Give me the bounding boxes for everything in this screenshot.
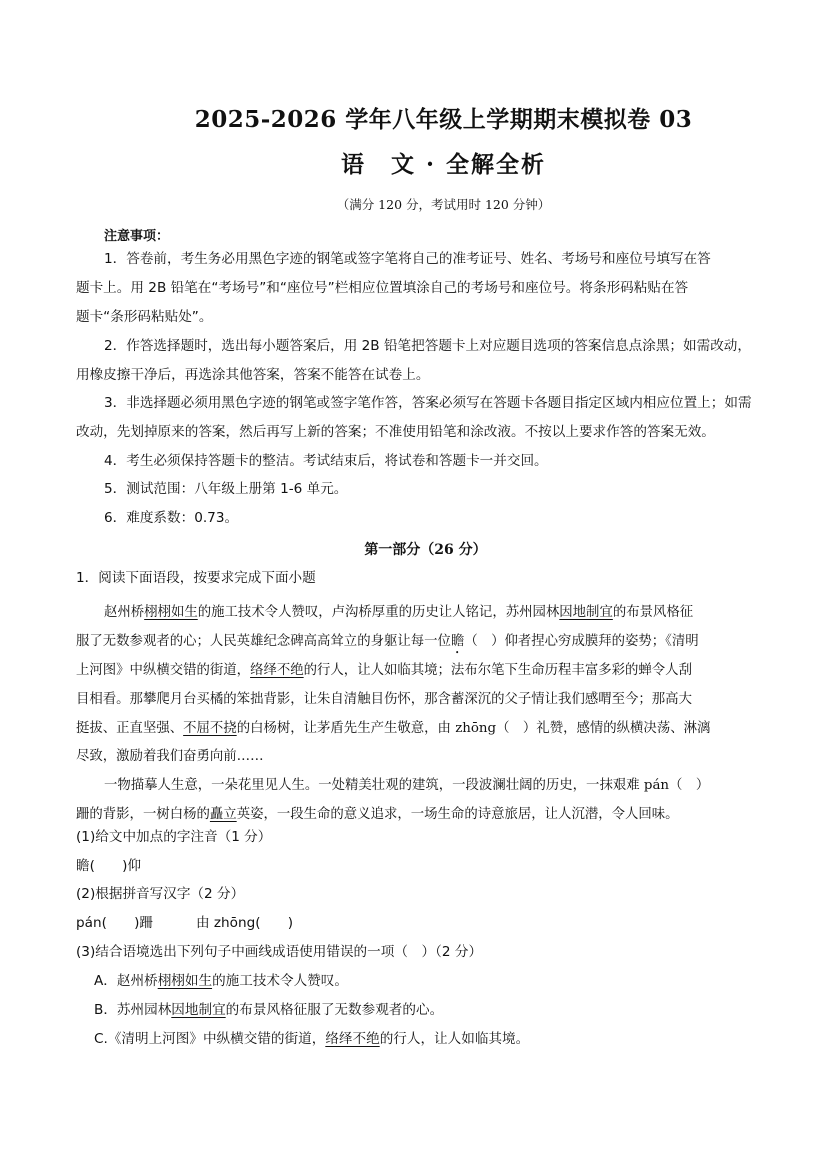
note-line: 6．难度系数：0.73。 xyxy=(104,510,239,526)
dotted-character: 瞻 xyxy=(450,634,465,649)
option-a: A．赵州桥栩栩如生的施工技术令人赞叹。 xyxy=(94,973,348,989)
note-line: 4．考生必须保持答题卡的整洁。考试结束后，将试卷和答题卡一并交回。 xyxy=(104,453,548,469)
note-line: 1．答卷前，考生务必用黑色字迹的钢笔或签字笔将自己的准考证号、姓名、考场号和座位号填写在答 xyxy=(104,251,711,267)
passage-line: 目相看。那攀爬月台买橘的笨拙背影，让朱自清触目伤怀，那含蓄深沉的父子情让我们感喟至今；那高大 xyxy=(76,692,692,707)
underlined-idiom: 络绎不绝 xyxy=(250,663,304,678)
option-c: C.《清明上河图》中纵横交错的街道，络绎不绝的行人，让人如临其境。 xyxy=(94,1031,530,1047)
note-line: 3．非选择题必须用黑色字迹的钢笔或签字笔作答，答案必须写在答题卡各题目指定区域内相应位置上；如需 xyxy=(104,395,752,411)
underlined-idiom: 络绎不绝 xyxy=(325,1031,380,1047)
option-b: B．苏州园林因地制宜的布景风格征服了无数参观者的心。 xyxy=(94,1002,444,1018)
subquestion-prompt: (3)结合语境选出下列句子中画线成语使用错误的一项（ ）（2 分） xyxy=(76,944,483,960)
note-line: 5．测试范围：八年级上册第 1-6 单元。 xyxy=(104,481,348,497)
answer-blank: 瞻( )仰 xyxy=(76,858,141,874)
underlined-idiom: 栩栩如生 xyxy=(144,605,198,620)
passage-line: 尽致，激励着我们奋勇向前…… xyxy=(76,749,264,764)
full-mark-note: （满分 120 分，考试用时 120 分钟） xyxy=(336,197,551,212)
passage-line: 服了无数参观者的心；人民英雄纪念碑高高耸立的身躯让每一位瞻（ ）仰者捏心穷成膜拜的姿势；《清明 xyxy=(76,634,699,649)
passage-line: 赵州桥栩栩如生的施工技术令人赞叹，卢沟桥厚重的历史让人铭记，苏州园林因地制宜的布景风格征 xyxy=(104,605,694,620)
note-line: 用橡皮擦干净后，再选涂其他答案，答案不能答在试卷上。 xyxy=(76,367,430,383)
answer-blank: pán( )跚 xyxy=(76,915,153,931)
passage-line: 挺拔、正直坚强、不屈不挠的白杨树，让茅盾先生产生敬意，由 zhōng（ ）礼赞，感情的纵横决荡、淋漓 xyxy=(76,721,711,736)
underlined-idiom: 因地制宜 xyxy=(171,1002,226,1018)
subquestion-prompt: (1)给文中加点的字注音（1 分） xyxy=(76,829,272,845)
section-title: 第一部分（26 分） xyxy=(364,542,487,558)
note-line: 2．作答选择题时，选出每小题答案后，用 2B 铅笔把答题卡上对应题目选项的答案信息点涂黑；如需改动， xyxy=(104,338,751,354)
question-stem: 1．阅读下面语段，按要求完成下面小题 xyxy=(76,570,316,586)
notes-heading: 注意事项： xyxy=(104,229,170,244)
note-line: 题卡上。用 2B 铅笔在“考场号”和“座位号”栏相应位置填涂自己的考场号和座位号。将条形码粘贴在答 xyxy=(76,280,689,296)
underlined-idiom: 不屈不挠 xyxy=(183,721,237,736)
note-line: 题卡“条形码粘贴处”。 xyxy=(76,309,213,325)
note-line: 改动，先划掉原来的答案，然后再写上新的答案；不准使用铅笔和涂改液。不按以上要求作答的答案无效。 xyxy=(76,424,715,440)
exam-title: 2025-2026 学年八年级上学期期末模拟卷 03 xyxy=(194,106,693,133)
passage-line: 上河图》中纵横交错的街道，络绎不绝的行人，让人如临其境；法布尔笔下生命历程丰富多彩的蝉令人刮 xyxy=(76,663,692,678)
exam-subtitle: 语 文 · 全解全析 xyxy=(340,151,547,178)
subquestion-prompt: (2)根据拼音写汉字（2 分） xyxy=(76,886,245,902)
underlined-word: 矗立 xyxy=(209,807,237,822)
passage-line: 一物描摹人生意，一朵花里见人生。一处精美壮观的建筑，一段波澜壮阔的历史，一抹艰难 pán（ ） xyxy=(104,778,710,793)
answer-blank: 由 zhōng( ) xyxy=(196,915,294,931)
underlined-idiom: 栩栩如生 xyxy=(157,973,213,989)
passage-line: 跚的背影，一树白杨的矗立英姿，一段生命的意义追求，一场生命的诗意旅居，让人沉潜，令人回味。 xyxy=(76,807,679,822)
underlined-idiom: 因地制宜 xyxy=(559,605,613,620)
